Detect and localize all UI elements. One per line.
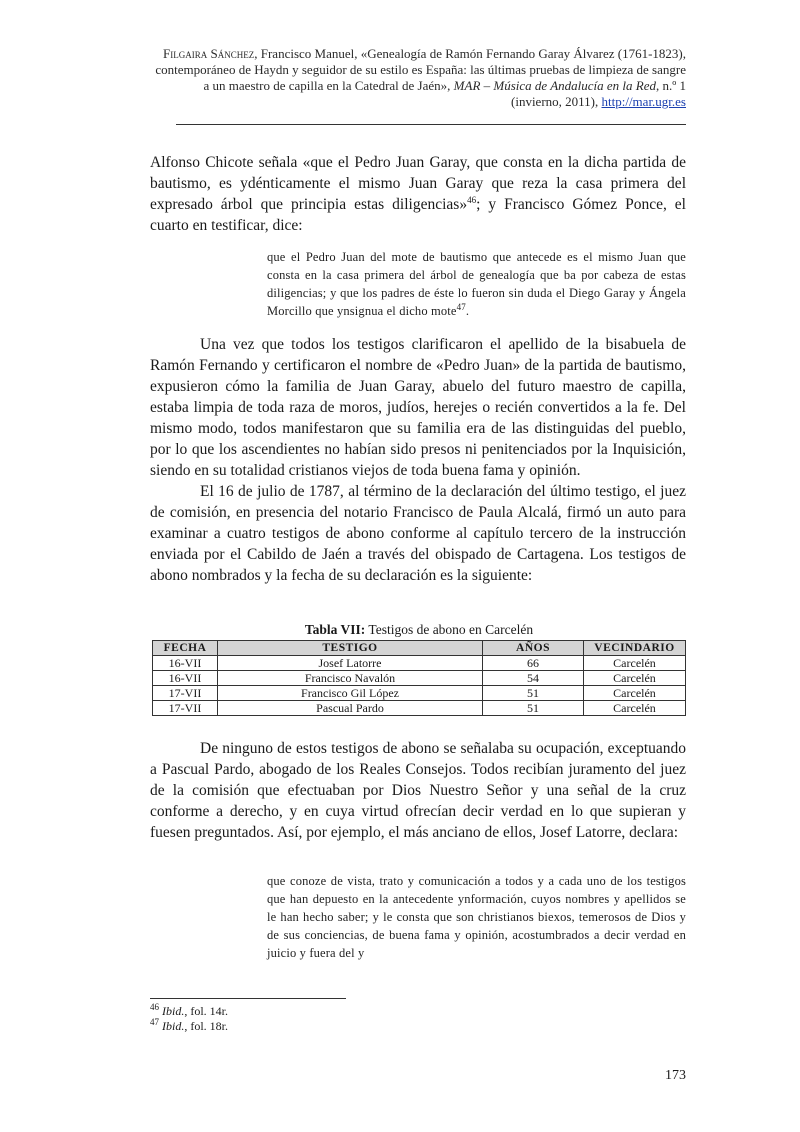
- footnote-ref-47[interactable]: 47: [456, 301, 466, 312]
- footnote-ibid: Ibid.: [162, 1019, 185, 1033]
- table-row: [153, 686, 686, 701]
- page-number: 173: [665, 1068, 686, 1083]
- cell-testigo: Francisco Navalón: [218, 671, 483, 686]
- header-issue: , n.º 1 (invierno, 2011),: [511, 78, 686, 109]
- header-anos: AÑOS: [483, 641, 584, 656]
- table-caption-text: Testigos de abono en Carcelén: [365, 622, 534, 637]
- cell-testigo: Francisco Gil López: [218, 686, 483, 701]
- cell-anos: 51: [483, 701, 584, 716]
- header-fecha: FECHA: [153, 641, 218, 656]
- header-rule: [176, 124, 686, 125]
- cell-fecha: 17-VII: [153, 701, 218, 716]
- paragraph-4: De ninguno de estos testigos de abono se señalaba su ocupación, exceptuando a Pascual Pardo, abogado de los Reales Consejos. Todos recibían juramento del juez de la comisión que efectuaban por Dios Nuestro Señor y una señal de la cruz conforme a derecho, y en cuya virtud ofrecían decir verdad en lo que supieran y fuesen preguntados. Así, por ejemplo, el más anciano de ellos, Josef Latorre, declara:: [150, 740, 686, 841]
- footnote-rule: [150, 998, 346, 999]
- block-quote-2: que conoze de vista, trato y comunicación a todos y a cada uno de los testigos que han depuesto en la antecedente ynformación, cuyos nombres y apellidos se le han hecho saber; y le consta que son christianos biexos, temerosos de Dios y de sus conciencias, de buena fama y opinión, acostumbrados a decir verdad en juicio y fuera del y: [267, 874, 686, 960]
- header-citation: , Francisco Manuel, «Genealogía de Ramón Fernando Garay Álvarez (1761-1823), contemporáneo de Haydn y seguidor de su estilo es España: las últimas pruebas de limpieza de sangre a un maestro de capilla en la Catedral de Jaén»,: [155, 46, 686, 93]
- table-caption-label: Tabla VII:: [304, 622, 366, 637]
- table-row: [153, 656, 686, 671]
- header-vecindario: VECINDARIO: [584, 641, 686, 656]
- footnote-ref-46[interactable]: 46: [467, 194, 477, 205]
- cell-fecha: 16-VII: [153, 656, 218, 671]
- paragraph-1-text-after: ; y Francisco Gómez Ponce, el cuarto en testificar, dice:: [150, 196, 686, 234]
- paragraph-3: El 16 de julio de 1787, al término de la declaración del último testigo, el juez de comisión, en presencia del notario Francisco de Paula Alcalá, firmó un auto para examinar a cuatro testigos de abono conforme al capítulo tercero de la instrucción enviada por el Cabildo de Jaén a través del obispado de Cartagena. Los testigos de abono nombrados y la fecha de su declaración es la siguiente:: [150, 483, 686, 584]
- cell-vecindario: Carcelén: [584, 671, 686, 686]
- paragraph-2-3-block: [150, 334, 686, 586]
- header-testigo: TESTIGO: [218, 641, 483, 656]
- table-row: [153, 701, 686, 716]
- cell-testigo: Josef Latorre: [218, 656, 483, 671]
- paragraph-1-text: Alfonso Chicote señala «que el Pedro Juan Garay, que consta en la dicha partida de bautismo, es ydénticamente el mismo Juan Garay que reza la casa primera del expresado árbol que principia estas diligencias»: [150, 154, 686, 213]
- cell-anos: 54: [483, 671, 584, 686]
- paragraph-2: Una vez que todos los testigos clarificaron el apellido de la bisabuela de Ramón Fernando y certificaron el nombre de «Pedro Juan» de la partida de bautismo, expusieron cómo la familia de Juan Garay, abuelo del futuro maestro de capilla, estaba limpia de toda raza de moros, judíos, herejes o recién convertidos a la fe. Del mismo modo, todos manifestaron que su familia era de las distinguidas del pueblo, por lo que los ascendientes no habían sido presos ni penitenciados por la Inquisición, siendo en su totalidad cristianos viejos de toda buena fama y opinión.: [150, 336, 686, 479]
- cell-fecha: 16-VII: [153, 671, 218, 686]
- cell-anos: 66: [483, 656, 584, 671]
- footnote-46: [150, 1004, 228, 1019]
- cell-vecindario: Carcelén: [584, 701, 686, 716]
- witnesses-table: [152, 640, 686, 716]
- table-header-row: [153, 641, 686, 656]
- paragraph-1: [150, 152, 686, 236]
- table-caption: [152, 622, 686, 638]
- cell-anos: 51: [483, 686, 584, 701]
- block-quote-1: [267, 248, 686, 320]
- footnotes: [150, 1004, 228, 1034]
- quote-1-end: .: [465, 304, 470, 318]
- footnote-ibid: Ibid.: [162, 1004, 185, 1018]
- cell-vecindario: Carcelén: [584, 656, 686, 671]
- table-row: [153, 671, 686, 686]
- running-header: [150, 46, 686, 110]
- footnote-ref: , fol. 18r.: [184, 1019, 229, 1033]
- footnote-number: 46: [150, 1002, 159, 1012]
- cell-vecindario: Carcelén: [584, 686, 686, 701]
- header-author: Filgaira Sánchez: [163, 46, 255, 61]
- header-url-link[interactable]: http://mar.ugr.es: [601, 94, 686, 109]
- quote-1-text: que el Pedro Juan del mote de bautismo que antecede es el mismo Juan que consta en la casa primera del árbol de genealogía que ba por cabeza de estas diligencias; y que los padres de éste lo fueron sin duda el Diego Garay y Ángela Morcillo que ynsignua el dicho mote: [267, 250, 686, 318]
- cell-testigo: Pascual Pardo: [218, 701, 483, 716]
- footnote-number: 47: [150, 1017, 159, 1027]
- footnote-ref: , fol. 14r.: [184, 1004, 229, 1018]
- header-journal: MAR – Música de Andalucía en la Red: [453, 78, 656, 93]
- cell-fecha: 17-VII: [153, 686, 218, 701]
- footnote-47: [150, 1019, 228, 1034]
